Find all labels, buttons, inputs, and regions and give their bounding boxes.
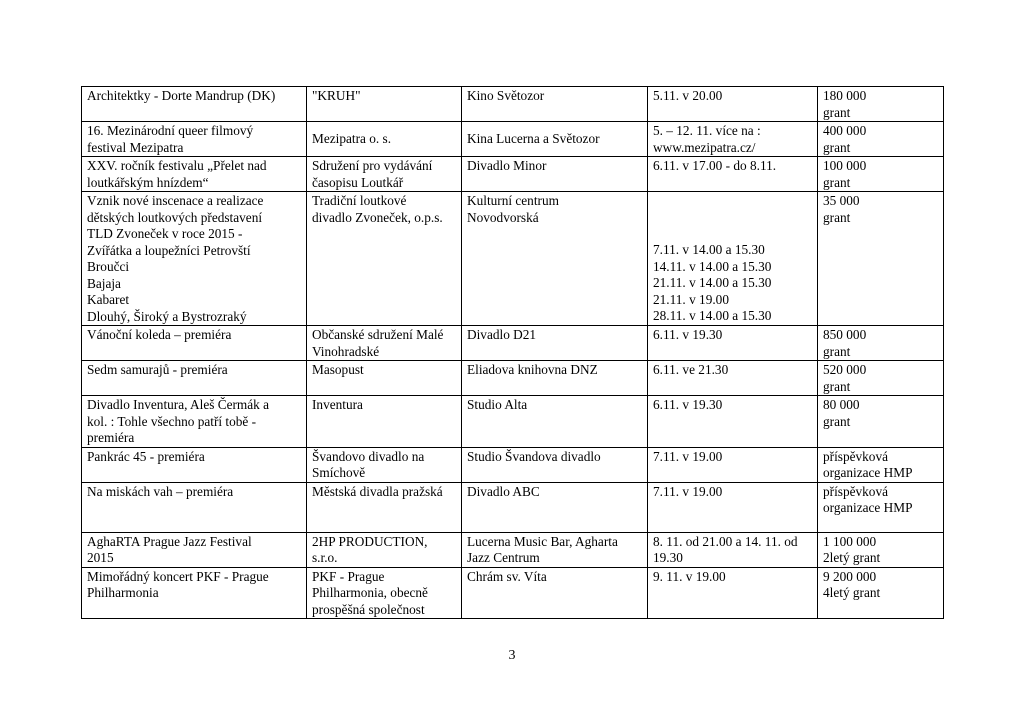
cell-text-line: Občanské sdružení Malé [312, 327, 444, 342]
cell-text-line: 2letý grant [823, 550, 881, 565]
cell-text-line: www.mezipatra.cz/ [653, 139, 756, 155]
cell-event [82, 447, 307, 482]
cell-organizer [307, 567, 462, 619]
cell-organizer [307, 482, 462, 532]
cell-event [82, 122, 307, 157]
cell-text-line: Eliadova knihovna DNZ [467, 362, 598, 377]
cell-funding [818, 361, 944, 396]
cell-text-line: 28.11. v 14.00 a 15.30 [653, 308, 772, 323]
cell-text-line: Na miskách vah – premiéra [87, 483, 234, 499]
cell-text-line: Lucerna Music Bar, Agharta [467, 533, 618, 549]
cell-text-line: 14.11. v 14.00 a 15.30 [653, 258, 772, 274]
cell-text-line: "KRUH" [312, 88, 361, 103]
cell-date [648, 447, 818, 482]
cell-text-line: 16. Mezinárodní queer filmový [87, 123, 254, 138]
cell-text-line: grant [823, 378, 851, 394]
cell-venue [462, 157, 648, 192]
cell-event [82, 396, 307, 448]
cell-text-line: TLD Zvoneček v roce 2015 - [87, 226, 243, 241]
cell-text-line: Sedm samurajů - premiéra [87, 362, 228, 377]
cell-text-line: 19.30 [653, 550, 683, 565]
table-row [82, 87, 944, 122]
table-row [82, 157, 944, 192]
cell-funding [818, 567, 944, 619]
cell-text-line: grant [823, 413, 851, 429]
cell-text-line: XXV. ročník festivalu „Přelet nad [87, 158, 267, 173]
cell-event [82, 157, 307, 192]
cell-text-line: příspěvková [823, 448, 888, 464]
cell-text-line: 1 100 000 [823, 533, 877, 549]
cell-date [648, 396, 818, 448]
cell-venue [462, 326, 648, 361]
cell-text-line: Divadlo Inventura, Aleš Čermák a [87, 397, 270, 412]
cell-organizer [307, 157, 462, 192]
cell-text-line: Zvířátka a loupežníci Petrovští [87, 242, 251, 258]
cell-date [648, 482, 818, 532]
cell-text-line: 6.11. v 19.30 [653, 397, 723, 412]
cell-text-line: 35 000 [823, 193, 860, 208]
cell-organizer [307, 532, 462, 567]
cell-text-line: Švandovo divadlo na [312, 448, 425, 464]
cell-venue [462, 87, 648, 122]
cell-text-line: 4letý grant [823, 585, 881, 600]
cell-text-line: Pankrác 45 - premiéra [87, 448, 205, 464]
cell-text-line: Kino Světozor [467, 88, 545, 103]
cell-event [82, 192, 307, 326]
cell-text-line: 5.11. v 20.00 [653, 88, 723, 103]
cell-text-line: Tradiční loutkové [312, 193, 407, 208]
cell-text-line: 8. 11. od 21.00 a 14. 11. od [653, 533, 798, 549]
cell-text-line: Vánoční koleda – premiéra [87, 327, 232, 342]
cell-text-line: 6.11. v 19.30 [653, 327, 723, 342]
cell-text-line: Divadlo Minor [467, 158, 547, 173]
cell-text-line: Kina Lucerna a Světozor [467, 131, 600, 147]
cell-funding [818, 157, 944, 192]
cell-text-line: Dlouhý, Široký a Bystrozraký [87, 308, 247, 324]
cell-text-line: Mezipatra o. s. [312, 131, 392, 147]
cell-text-line: Masopust [312, 362, 364, 377]
cell-text-line: Chrám sv. Víta [467, 568, 547, 584]
cell-organizer [307, 87, 462, 122]
cell-text-line: 2HP PRODUCTION, [312, 533, 428, 549]
cell-funding [818, 447, 944, 482]
cell-text-line: Novodvorská [467, 209, 539, 225]
cell-text-line: Kabaret [87, 292, 130, 307]
cell-venue [462, 192, 648, 326]
table-row [82, 326, 944, 361]
cell-organizer [307, 192, 462, 326]
cell-date [648, 326, 818, 361]
table-row [82, 447, 944, 482]
cell-text-line: grant [823, 104, 851, 120]
cell-funding [818, 326, 944, 361]
table-row [82, 532, 944, 567]
cell-organizer [307, 361, 462, 396]
cell-funding [818, 396, 944, 448]
cell-text-line: AghaRTA Prague Jazz Festival [87, 533, 252, 549]
cell-text-line: organizace HMP [823, 465, 913, 480]
cell-organizer [307, 326, 462, 361]
cell-venue [462, 482, 648, 532]
cell-event [82, 567, 307, 619]
cell-event [82, 87, 307, 122]
cell-date [648, 361, 818, 396]
cell-date [648, 87, 818, 122]
cell-text-line: 520 000 [823, 362, 867, 377]
cell-text-line: grant [823, 343, 851, 359]
cell-text-line: příspěvková [823, 483, 888, 499]
cell-organizer [307, 396, 462, 448]
cell-text-line: organizace HMP [823, 500, 913, 515]
cell-text-line: Studio Švandova divadlo [467, 448, 601, 464]
cell-event [82, 532, 307, 567]
cell-venue [462, 122, 648, 157]
cell-text-line: 7.11. v 19.00 [653, 448, 723, 464]
cell-text-line: divadlo Zvoneček, o.p.s. [312, 209, 443, 225]
cell-text-line: kol. : Tohle všechno patří tobě - [87, 413, 257, 429]
cell-event [82, 326, 307, 361]
cell-text-line: premiéra [87, 430, 135, 445]
events-table-body [82, 87, 944, 619]
cell-text-line: 100 000 [823, 158, 867, 173]
cell-text-line: prospěšná společnost [312, 601, 425, 617]
cell-text-line: grant [823, 209, 851, 225]
cell-text-line: Vznik nové inscenace a realizace [87, 193, 264, 208]
cell-text-line: 2015 [87, 550, 114, 565]
cell-text-line: loutkářským hnízdem“ [87, 174, 209, 190]
cell-text-line: 21.11. v 19.00 [653, 291, 729, 307]
cell-date [648, 567, 818, 619]
cell-text-line: 21.11. v 14.00 a 15.30 [653, 275, 772, 290]
cell-text-line: 7.11. v 14.00 a 15.30 [653, 242, 765, 257]
cell-text-line: 80 000 [823, 397, 860, 412]
cell-venue [462, 396, 648, 448]
cell-funding [818, 192, 944, 326]
cell-text-line: Mimořádný koncert PKF - Prague [87, 568, 269, 584]
cell-funding [818, 87, 944, 122]
cell-text-line: dětských loutkových představení [87, 209, 263, 225]
cell-organizer [307, 447, 462, 482]
cell-event [82, 482, 307, 532]
cell-event [82, 361, 307, 396]
cell-text-line: Divadlo ABC [467, 483, 540, 499]
cell-organizer [307, 122, 462, 157]
page-number: 3 [508, 648, 516, 663]
cell-funding [818, 122, 944, 157]
cell-text-line: Philharmonia [87, 585, 159, 600]
cell-text-line: Studio Alta [467, 397, 528, 412]
cell-text-line: Smíchově [312, 465, 366, 480]
cell-text-line: grant [823, 174, 851, 190]
events-table [81, 86, 944, 619]
cell-date [648, 192, 818, 326]
table-row [82, 192, 944, 326]
cell-text-line: časopisu Loutkář [312, 174, 404, 190]
cell-text-line: Městská divadla pražská [312, 483, 443, 499]
cell-text-line: 7.11. v 19.00 [653, 483, 723, 499]
cell-text-line: Jazz Centrum [467, 550, 540, 565]
cell-text-line: 9. 11. v 19.00 [653, 568, 726, 584]
cell-date [648, 157, 818, 192]
cell-date [648, 122, 818, 157]
cell-text-line: PKF - Prague [312, 568, 385, 584]
cell-text-line: Kulturní centrum [467, 193, 559, 208]
cell-text-line: Bajaja [87, 275, 121, 291]
cell-text-line: Inventura [312, 397, 363, 412]
cell-venue [462, 532, 648, 567]
cell-text-line: Vinohradské [312, 343, 380, 359]
cell-text-line: 180 000 [823, 88, 867, 103]
table-row [82, 482, 944, 532]
cell-text-line: s.r.o. [312, 550, 338, 565]
cell-text-line: grant [823, 139, 851, 155]
cell-text-line: Sdružení pro vydávání [312, 158, 433, 173]
cell-text-line: 400 000 [823, 123, 867, 138]
cell-text-line: Divadlo D21 [467, 327, 537, 342]
cell-text-line: 850 000 [823, 327, 867, 342]
cell-text-line: 5. – 12. 11. více na : [653, 123, 761, 138]
cell-text-line: Broučci [87, 259, 130, 274]
cell-venue [462, 447, 648, 482]
cell-venue [462, 361, 648, 396]
cell-funding [818, 482, 944, 532]
table-row [82, 396, 944, 448]
cell-text-line: festival Mezipatra [87, 139, 184, 155]
cell-funding [818, 532, 944, 567]
cell-venue [462, 567, 648, 619]
cell-text-line: 6.11. ve 21.30 [653, 362, 729, 377]
cell-text-line: 9 200 000 [823, 568, 877, 584]
table-row [82, 122, 944, 157]
cell-text-line: Architektky - Dorte Mandrup (DK) [87, 88, 276, 103]
cell-date [648, 532, 818, 567]
table-row [82, 361, 944, 396]
table-row [82, 567, 944, 619]
cell-text-line: Philharmonia, obecně [312, 585, 428, 600]
cell-text-line: 6.11. v 17.00 - do 8.11. [653, 158, 777, 173]
